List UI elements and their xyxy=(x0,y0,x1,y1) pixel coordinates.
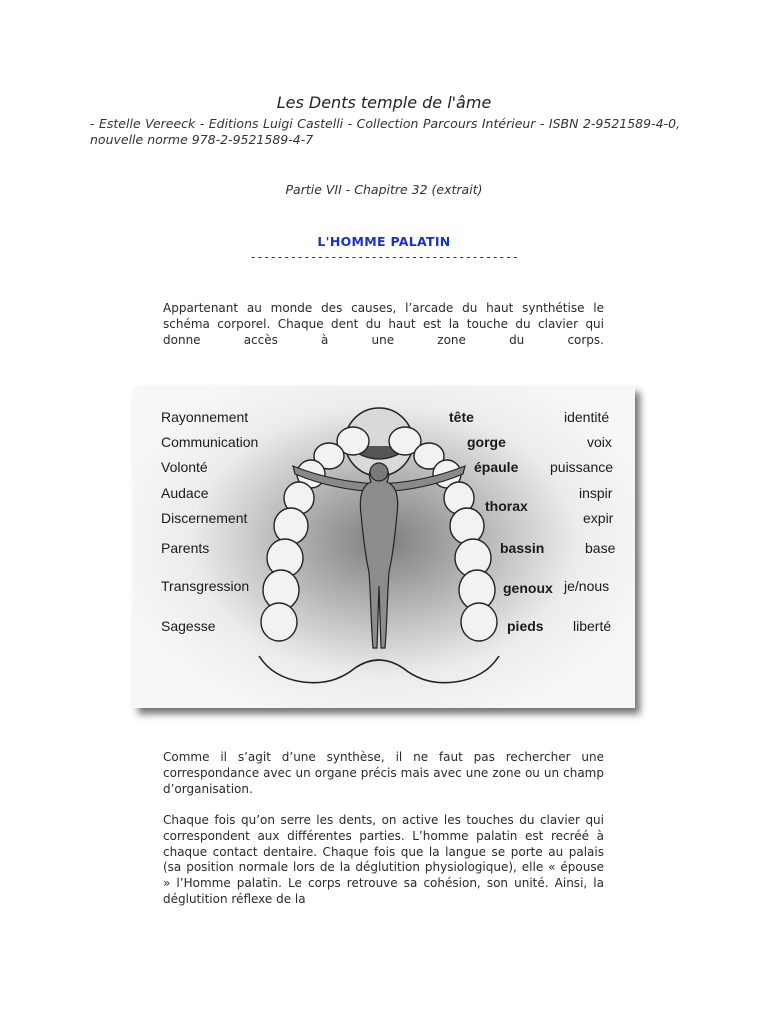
label-discernement: Discernement xyxy=(161,510,248,526)
palatal-man-figure xyxy=(133,386,635,708)
label-rayonnement: Rayonnement xyxy=(161,409,249,425)
label-parents: Parents xyxy=(161,540,210,556)
label-je-nous: je/nous xyxy=(564,578,610,594)
label-transgression: Transgression xyxy=(161,578,250,594)
label-expir: expir xyxy=(583,510,614,526)
label-audace: Audace xyxy=(161,485,209,501)
label-inspir: inspir xyxy=(579,485,613,501)
document-title: Les Dents temple de l'âme xyxy=(276,93,492,112)
lower-arch-line xyxy=(259,656,499,683)
human-figure xyxy=(360,464,397,648)
label-thorax: thorax xyxy=(485,498,528,514)
label-volonte: Volonté xyxy=(161,459,208,475)
label-communication: Communication xyxy=(161,434,259,450)
label-base: base xyxy=(585,540,616,556)
label-genoux: genoux xyxy=(503,580,553,596)
label-puissance: puissance xyxy=(550,459,614,475)
label-epaule: épaule xyxy=(474,459,519,475)
label-liberte: liberté xyxy=(573,618,612,634)
label-sagesse: Sagesse xyxy=(161,618,216,634)
label-bassin: bassin xyxy=(500,540,545,556)
label-voix: voix xyxy=(587,434,612,450)
label-tete: tête xyxy=(449,409,474,425)
label-pieds: pieds xyxy=(507,618,544,634)
section-title: L'HOMME PALATIN xyxy=(317,234,451,249)
chapter-reference: Partie VII - Chapitre 32 (extrait) xyxy=(285,182,483,197)
paragraph-intro: Appartenant au monde des causes, l’arcade du haut synthétise le schéma corporel. Chaque dent du haut est la touche du clavier qui donne accès à une zone du corps. xyxy=(163,301,604,347)
label-identite: identité xyxy=(564,409,610,425)
section-underline: ---------------------------------------- xyxy=(249,250,519,264)
document-metadata: - Estelle Vereeck - Editions Luigi Castelli - Collection Parcours Intérieur - ISBN 2-9521589-4-0, nouvelle norme 978-2-9521589-4-7 xyxy=(90,116,680,147)
label-gorge: gorge xyxy=(467,434,506,450)
paragraph-synthesis: Comme il s’agit d’une synthèse, il ne faut pas rechercher une correspondance avec un organe précis mais avec une zone ou un champ d’organisation. xyxy=(163,750,604,796)
paragraph-clenching: Chaque fois qu’on serre les dents, on active les touches du clavier qui correspondent aux différentes parties. L’homme palatin est recréé à chaque contact dentaire. Chaque fois que la langue se porte au palais (sa position normale lors de la déglutition physiologique), elle « épouse » l’Homme palatin. Le corps retrouve sa cohésion, son unité. Ainsi, la déglutition réflexe de la xyxy=(163,813,604,906)
